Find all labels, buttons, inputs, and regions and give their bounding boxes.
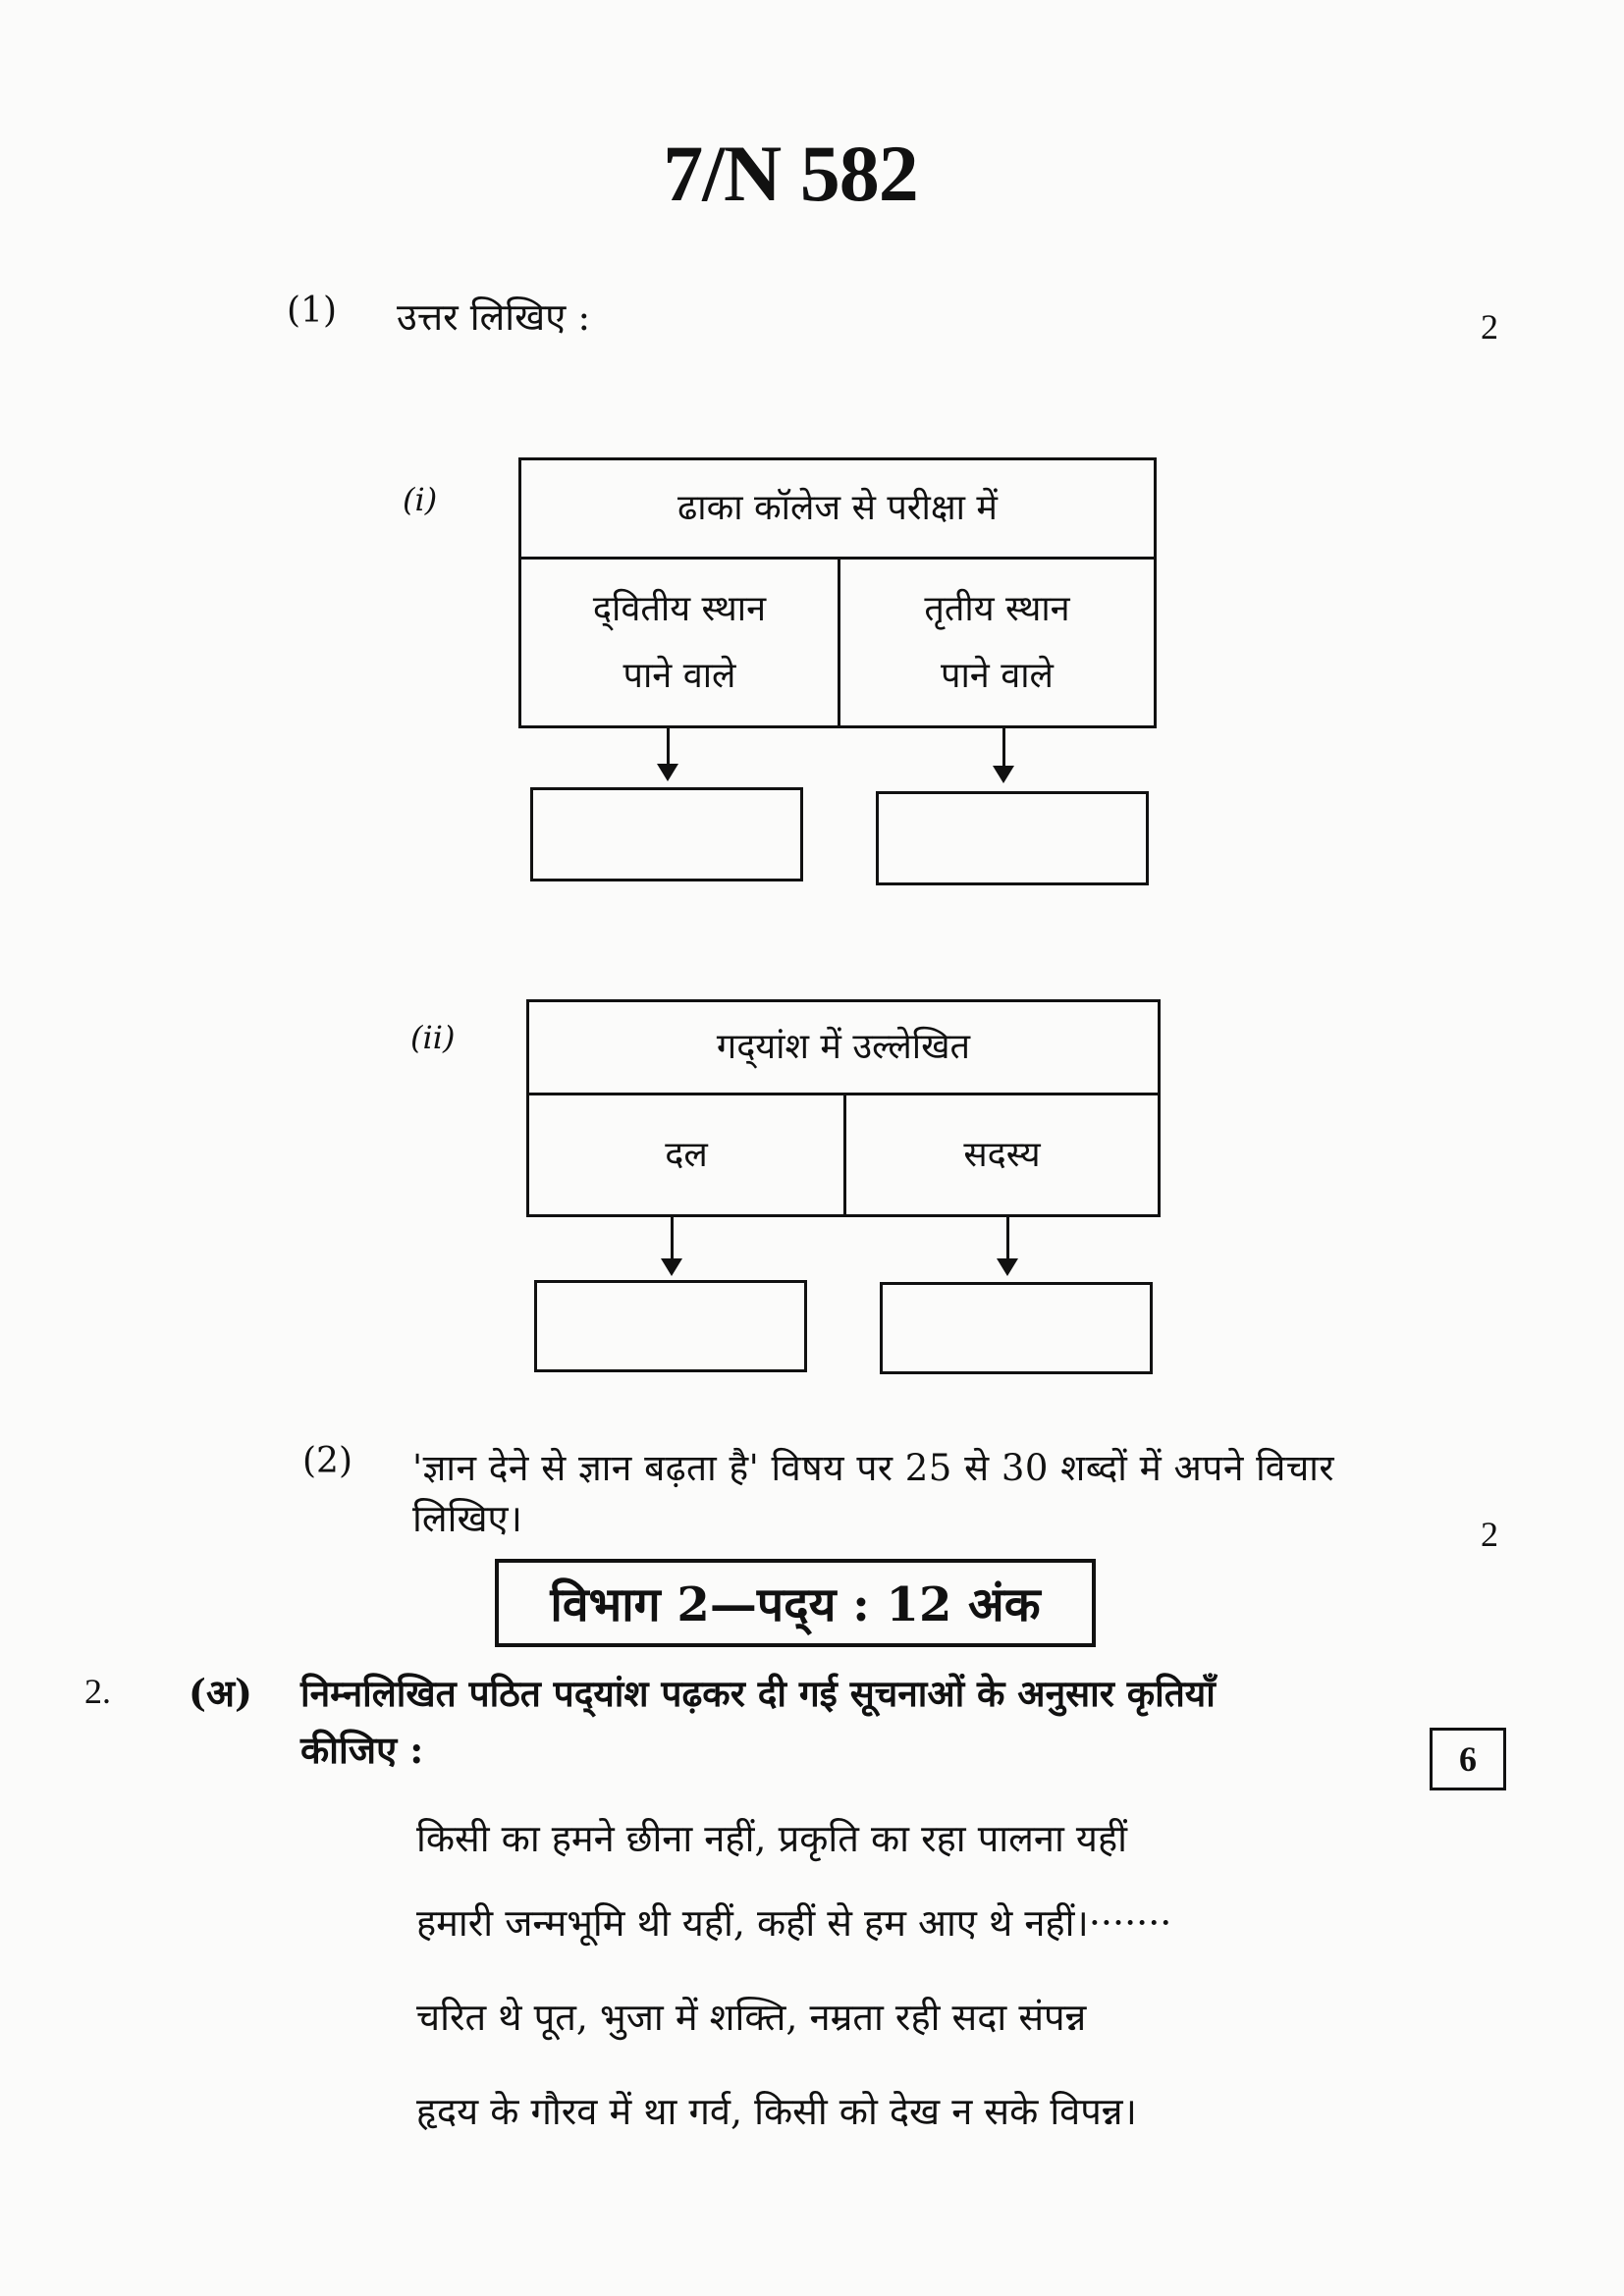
question-2-marks: 2: [1481, 1515, 1498, 1554]
part-ii-heading-cell: [526, 999, 1161, 1095]
part-i-diagram: [518, 457, 1157, 728]
part-i-col2-cell: [838, 557, 1157, 728]
question-1-instruction: उत्तर लिखिए :: [397, 295, 591, 339]
part-ii-col1-cell: [526, 1093, 846, 1217]
part-i-col1-line2: पाने वाले: [623, 655, 736, 696]
poem-line: हृदय के गौरव में था गर्व, किसी को देख न सके विपन्न।: [416, 2090, 1137, 2133]
part-i-answer-box-1[interactable]: [530, 787, 803, 881]
question-2-line1: 'ज्ञान देने से ज्ञान बढ़ता है' विषय पर 25 से 30 शब्दों में अपने विचार: [412, 1447, 1334, 1489]
part-i-col1-cell: [518, 557, 840, 728]
section-heading-box: [495, 1559, 1096, 1647]
part-i-col2-line1: तृतीय स्थान: [924, 588, 1070, 629]
part-ii-col2: सदस्य: [963, 1134, 1041, 1175]
part-i-heading-cell: [518, 457, 1157, 560]
part-ii-answer-box-1[interactable]: [534, 1280, 807, 1372]
part-ii-label: (ii): [410, 1019, 456, 1056]
part-ii-answer-box-2[interactable]: [880, 1282, 1153, 1374]
question-2-line2: लिखिए।: [412, 1497, 522, 1540]
part-i-heading: ढाका कॉलेज से परीक्षा में: [677, 488, 998, 528]
section-heading: विभाग 2—पद्‌य : 12 अंक: [550, 1576, 1041, 1632]
part-ii-diagram: [526, 999, 1161, 1217]
poem-line: हमारी जन्मभूमि थी यहीं, कहीं से हम आए थे नहीं।·······: [416, 1901, 1172, 1945]
question-2a-line1: निम्नलिखित पठित पद्‌यांश पढ़कर दी गई सूचनाओं के अनुसार कृतियाँ: [300, 1672, 1216, 1715]
question-2-number: (2): [302, 1441, 352, 1481]
question-2a-number: 2.: [84, 1672, 111, 1711]
part-i-answer-box-2[interactable]: [876, 791, 1149, 885]
part-ii-col1: दल: [665, 1134, 708, 1175]
question-1-marks: 2: [1481, 307, 1498, 347]
question-2a-line2: कीजिए :: [300, 1728, 424, 1772]
part-ii-col2-cell: [843, 1093, 1161, 1217]
question-2a-marks-box: [1430, 1728, 1506, 1790]
part-i-col2-line2: पाने वाले: [941, 655, 1054, 696]
poem-line: किसी का हमने छीना नहीं, प्रकृति का रहा पालना यहीं: [416, 1817, 1127, 1860]
part-ii-heading: गद्‌यांश में उल्लेखित: [716, 1027, 971, 1067]
poem-line: चरित थे पूत, भुजा में शक्ति, नम्रता रही सदा संपन्न: [416, 1996, 1087, 2039]
part-i-label: (i): [403, 481, 438, 518]
part-i-col1-line1: द्‌वितीय स्थान: [592, 588, 767, 629]
question-2a-marks: 6: [1459, 1739, 1477, 1779]
paper-code: 7/N 582: [663, 129, 918, 218]
question-2a-sub: (अ): [189, 1671, 252, 1715]
question-1-number: (1): [287, 291, 337, 331]
